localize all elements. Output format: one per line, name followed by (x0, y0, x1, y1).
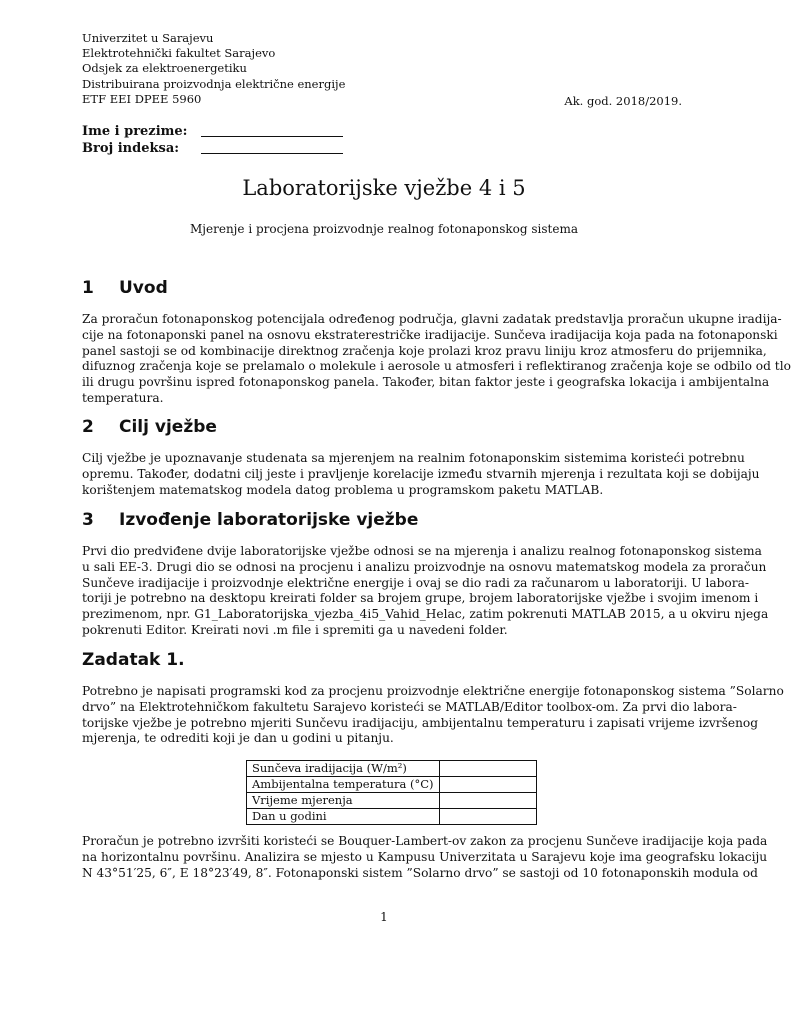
table-row (247, 809, 537, 825)
text-line: mjerenja, te odrediti koji je dan u godini u pitanju. (82, 731, 394, 746)
text-line: cije na fotonaponski panel na osnovu ekstraterestričke iradijacije. Sunčeva iradijacija koja pada na fotonaponski (82, 327, 778, 342)
table-cell-value[interactable] (439, 809, 536, 825)
text-line: Sunčeve iradijacije i proizvodnje električne energije i ovaj se dio radi za računarom u laboratoriji. U labora- (82, 575, 749, 590)
section-number: 2 (82, 417, 94, 437)
document-subtitle: Mjerenje i procjena proizvodnje realnog fotonaponskog sistema (190, 222, 578, 236)
section-number: 1 (82, 278, 94, 298)
text-line: Prvi dio predviđene dvije laboratorijske vježbe odnosi se na mjerenja i analizu realnog fotonaponskog sistema (82, 544, 762, 558)
table-cell-label: Sunčeva iradijacija (W/m²) (247, 761, 440, 777)
text-line: na horizontalnu površinu. Analizira se mjesto u Kampusu Univerzitata u Sarajevu koje ima geografsku lokaciju (82, 849, 768, 864)
section-title: Cilj vježbe (119, 417, 217, 437)
text-line: temperatura. (82, 390, 164, 405)
text-line: difuznog zračenja koje se prelamalo o molekule i aerosole u atmosferi i reflektiranog zračenja koje se odbilo od tlo (82, 359, 791, 374)
text-line: N 43°51′25, 6″, E 18°23′49, 8″. Fotonaponski sistem ”Solarno drvo” se sastoji od 10 fotonaponskih modula od (82, 865, 758, 880)
table-cell-label: Ambijentalna temperatura (°C) (247, 777, 440, 793)
text-line: pokrenuti Editor. Kreirati novi .m file i spremiti ga u navedeni folder. (82, 622, 508, 637)
institution-line: Distribuirana proizvodnja električne energije (82, 76, 346, 91)
document-title: Laboratorijske vježbe 4 i 5 (242, 176, 526, 200)
table-cell-label: Vrijeme mjerenja (247, 793, 440, 809)
section-paragraph (82, 312, 791, 407)
institution-line: Univerzitet u Sarajevu (82, 31, 214, 45)
task-intro (82, 684, 784, 747)
text-line: korištenjem matematskog modela datog problema u programskom paketu MATLAB. (82, 482, 604, 497)
text-line: Cilj vježbe je upoznavanje studenata sa mjerenjem na realnim fotonaponskim sistemima koristeći potrebnu (82, 451, 745, 465)
section-heading-izvodjenje (82, 510, 418, 530)
institution-block (82, 31, 345, 107)
table-cell-value[interactable] (439, 793, 536, 809)
text-line: panel sastoji se od kombinacije direktnog zračenja koje prolazi kroz pravu liniju kroz atmosferu do prijemnika, (82, 343, 767, 358)
page-number: 1 (380, 910, 388, 924)
institution-line: Odsjek za elektroenergetiku (82, 61, 247, 76)
task-continuation (82, 834, 768, 881)
text-line: ili drugu površinu ispred fotonaponskog panela. Također, bitan faktor jeste i geografska lokacija i ambijentalna (82, 375, 770, 390)
section-number: 3 (82, 510, 94, 530)
table-cell-label: Dan u godini (247, 809, 440, 825)
text-line: Potrebno je napisati programski kod za procjenu proizvodnje električne energije fotonaponskog sistema ”Solarno (82, 684, 784, 698)
table-cell-value[interactable] (439, 761, 536, 777)
text-line: u sali EE-3. Drugi dio se odnosi na procjenu i analizu proizvodnje na osnovu matematskog modela za proračun (82, 559, 767, 574)
name-field-line (201, 136, 343, 137)
table-row (247, 777, 537, 793)
table-row (247, 793, 537, 809)
text-line: Za proračun fotonaponskog potencijala određenog područja, glavni zadatak predstavlja proračun ukupne iradija- (82, 312, 782, 326)
text-line: torijske vježbe je potrebno mjeriti Sunčevu iradijaciju, ambijentalnu temperaturu i zapisati vrijeme izvršenog (82, 715, 759, 730)
measurement-table (246, 760, 537, 825)
text-line: opremu. Također, dodatni cilj jeste i pravljenje korelacije između stvarnih mjerenja i rezultata koji se dobijaju (82, 466, 760, 481)
table-row (247, 761, 537, 777)
section-heading-uvod (82, 278, 168, 298)
index-field-label: Broj indeksa: (82, 141, 180, 156)
text-line: drvo” na Elektrotehničkom fakultetu Sarajevo koristeći se MATLAB/Editor toolbox-om. Za prvi dio labora- (82, 699, 737, 714)
academic-year: Ak. god. 2018/2019. (564, 94, 682, 108)
course-code: ETF EEI DPEE 5960 (82, 91, 202, 106)
section-heading-cilj (82, 417, 217, 437)
task-heading: Zadatak 1. (82, 650, 185, 670)
section-paragraph (82, 451, 760, 498)
institution-line: Elektrotehnički fakultet Sarajevo (82, 46, 276, 61)
text-line: prezimenom, npr. G1_Laboratorijska_vjezba_4i5_Vahid_Helac, zatim pokrenuti MATLAB 2015, a u okviru njega (82, 607, 769, 622)
text-line: toriji je potrebno na desktopu kreirati folder sa brojem grupe, brojem laboratorijske vježbe i svojim imenom i (82, 591, 759, 606)
text-line: Proračun je potrebno izvršiti koristeći se Bouquer-Lambert-ov zakon za procjenu Sunčeve iradijacije koja pada (82, 834, 768, 848)
section-title: Uvod (119, 278, 168, 298)
section-paragraph (82, 544, 769, 639)
table-cell-value[interactable] (439, 777, 536, 793)
index-field-line (201, 153, 343, 154)
name-field-label: Ime i prezime: (82, 124, 188, 139)
section-title: Izvođenje laboratorijske vježbe (119, 510, 419, 530)
